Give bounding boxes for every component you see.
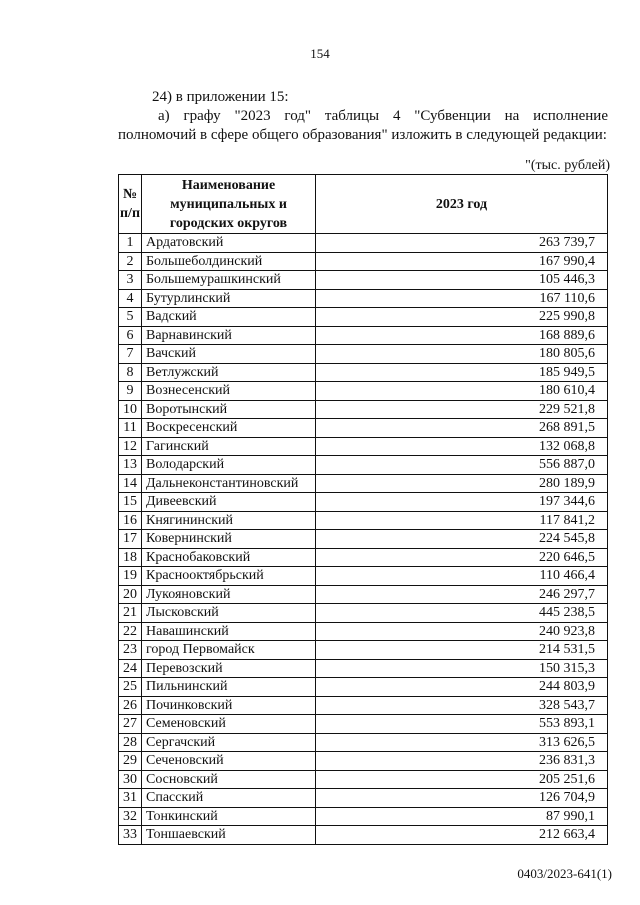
subvention-value: 224 545,8 bbox=[316, 530, 608, 549]
subvention-value: 280 189,9 bbox=[316, 474, 608, 493]
row-number: 5 bbox=[119, 308, 142, 327]
district-name: Володарский bbox=[142, 456, 316, 475]
district-name: город Первомайск bbox=[142, 641, 316, 660]
header-year: 2023 год bbox=[316, 175, 608, 234]
table-row bbox=[119, 696, 608, 715]
subvention-value: 117 841,2 bbox=[316, 511, 608, 530]
subvention-value: 185 949,5 bbox=[316, 363, 608, 382]
row-number: 25 bbox=[119, 678, 142, 697]
district-name: Вадский bbox=[142, 308, 316, 327]
row-number: 24 bbox=[119, 659, 142, 678]
table-row bbox=[119, 622, 608, 641]
table-row bbox=[119, 789, 608, 808]
subvention-value: 263 739,7 bbox=[316, 234, 608, 253]
district-name: Лысковский bbox=[142, 604, 316, 623]
district-name: Вачский bbox=[142, 345, 316, 364]
table-row bbox=[119, 548, 608, 567]
subvention-value: 268 891,5 bbox=[316, 419, 608, 438]
row-number: 28 bbox=[119, 733, 142, 752]
row-number: 33 bbox=[119, 826, 142, 845]
page-number: 154 bbox=[310, 46, 330, 61]
header-num: № п/п bbox=[119, 175, 142, 234]
district-name: Вознесенский bbox=[142, 382, 316, 401]
table-row bbox=[119, 419, 608, 438]
table-row bbox=[119, 289, 608, 308]
subvention-value: 246 297,7 bbox=[316, 585, 608, 604]
table-row bbox=[119, 382, 608, 401]
subvention-value: 150 315,3 bbox=[316, 659, 608, 678]
row-number: 8 bbox=[119, 363, 142, 382]
subvention-value: 313 626,5 bbox=[316, 733, 608, 752]
table-row bbox=[119, 752, 608, 771]
row-number: 27 bbox=[119, 715, 142, 734]
subvention-value: 328 543,7 bbox=[316, 696, 608, 715]
subvention-value: 168 889,6 bbox=[316, 326, 608, 345]
district-name: Большемурашкинский bbox=[142, 271, 316, 290]
subvention-value: 553 893,1 bbox=[316, 715, 608, 734]
district-name: Ардатовский bbox=[142, 234, 316, 253]
district-name: Варнавинский bbox=[142, 326, 316, 345]
row-number: 26 bbox=[119, 696, 142, 715]
table-row bbox=[119, 474, 608, 493]
district-name: Сергачский bbox=[142, 733, 316, 752]
table-row bbox=[119, 511, 608, 530]
table-row bbox=[119, 733, 608, 752]
table-row bbox=[119, 567, 608, 586]
subvention-value: 197 344,6 bbox=[316, 493, 608, 512]
row-number: 2 bbox=[119, 252, 142, 271]
district-name: Перевозский bbox=[142, 659, 316, 678]
row-number: 4 bbox=[119, 289, 142, 308]
row-number: 18 bbox=[119, 548, 142, 567]
subvention-value: 556 887,0 bbox=[316, 456, 608, 475]
row-number: 29 bbox=[119, 752, 142, 771]
table-row bbox=[119, 363, 608, 382]
district-name: Краснобаковский bbox=[142, 548, 316, 567]
subvention-value: 87 990,1 bbox=[316, 807, 608, 826]
subvention-value: 214 531,5 bbox=[316, 641, 608, 660]
subvention-value: 180 610,4 bbox=[316, 382, 608, 401]
district-name: Краснооктябрьский bbox=[142, 567, 316, 586]
row-number: 13 bbox=[119, 456, 142, 475]
district-name: Спасский bbox=[142, 789, 316, 808]
subvention-value: 225 990,8 bbox=[316, 308, 608, 327]
subvention-value: 212 663,4 bbox=[316, 826, 608, 845]
document-code: 0403/2023-641(1) bbox=[517, 866, 612, 881]
district-name: Семеновский bbox=[142, 715, 316, 734]
district-name: Ковернинский bbox=[142, 530, 316, 549]
subvention-value: 132 068,8 bbox=[316, 437, 608, 456]
table-row bbox=[119, 659, 608, 678]
district-name: Тоншаевский bbox=[142, 826, 316, 845]
table-row bbox=[119, 493, 608, 512]
district-name: Княгининский bbox=[142, 511, 316, 530]
table-row bbox=[119, 234, 608, 253]
row-number: 9 bbox=[119, 382, 142, 401]
subvention-value: 205 251,6 bbox=[316, 770, 608, 789]
table-row bbox=[119, 678, 608, 697]
table-row bbox=[119, 437, 608, 456]
subvention-value: 167 110,6 bbox=[316, 289, 608, 308]
subvention-value: 240 923,8 bbox=[316, 622, 608, 641]
header-name: Наименование муниципальных и городских округов bbox=[142, 175, 316, 234]
table-row bbox=[119, 252, 608, 271]
district-name: Сеченовский bbox=[142, 752, 316, 771]
table-row bbox=[119, 604, 608, 623]
row-number: 20 bbox=[119, 585, 142, 604]
district-name: Гагинский bbox=[142, 437, 316, 456]
table-row bbox=[119, 308, 608, 327]
district-name: Бутурлинский bbox=[142, 289, 316, 308]
district-name: Тонкинский bbox=[142, 807, 316, 826]
district-name: Воротынский bbox=[142, 400, 316, 419]
table-row bbox=[119, 770, 608, 789]
district-name: Навашинский bbox=[142, 622, 316, 641]
row-number: 7 bbox=[119, 345, 142, 364]
district-name: Пильнинский bbox=[142, 678, 316, 697]
row-number: 1 bbox=[119, 234, 142, 253]
row-number: 22 bbox=[119, 622, 142, 641]
district-name: Починковский bbox=[142, 696, 316, 715]
table-row bbox=[119, 345, 608, 364]
district-name: Ветлужский bbox=[142, 363, 316, 382]
row-number: 23 bbox=[119, 641, 142, 660]
subvention-value: 110 466,4 bbox=[316, 567, 608, 586]
row-number: 14 bbox=[119, 474, 142, 493]
subvention-table bbox=[118, 174, 608, 845]
table-row bbox=[119, 530, 608, 549]
subvention-value: 126 704,9 bbox=[316, 789, 608, 808]
subvention-value: 220 646,5 bbox=[316, 548, 608, 567]
row-number: 16 bbox=[119, 511, 142, 530]
table-row bbox=[119, 715, 608, 734]
table-row bbox=[119, 826, 608, 845]
district-name: Дальнеконстантиновский bbox=[142, 474, 316, 493]
subvention-value: 445 238,5 bbox=[316, 604, 608, 623]
district-name: Лукояновский bbox=[142, 585, 316, 604]
row-number: 31 bbox=[119, 789, 142, 808]
row-number: 15 bbox=[119, 493, 142, 512]
amendment-text: а) графу "2023 год" таблицы 4 "Субвенции на исполнение полномочий в сфере общего образования" изложить в следующей редакции: bbox=[118, 108, 608, 143]
subvention-value: 229 521,8 bbox=[316, 400, 608, 419]
subvention-value: 105 446,3 bbox=[316, 271, 608, 290]
units-label: "(тыс. рублей) bbox=[525, 158, 610, 173]
district-name: Большеболдинский bbox=[142, 252, 316, 271]
table-row bbox=[119, 400, 608, 419]
row-number: 19 bbox=[119, 567, 142, 586]
amendment-item: 24) в приложении 15: bbox=[152, 89, 289, 105]
row-number: 6 bbox=[119, 326, 142, 345]
subvention-value: 236 831,3 bbox=[316, 752, 608, 771]
row-number: 32 bbox=[119, 807, 142, 826]
row-number: 17 bbox=[119, 530, 142, 549]
table-row bbox=[119, 807, 608, 826]
row-number: 30 bbox=[119, 770, 142, 789]
table-row bbox=[119, 326, 608, 345]
row-number: 10 bbox=[119, 400, 142, 419]
table-row bbox=[119, 641, 608, 660]
subvention-value: 167 990,4 bbox=[316, 252, 608, 271]
district-name: Сосновский bbox=[142, 770, 316, 789]
row-number: 12 bbox=[119, 437, 142, 456]
district-name: Дивеевский bbox=[142, 493, 316, 512]
row-number: 3 bbox=[119, 271, 142, 290]
table-body bbox=[119, 234, 608, 845]
row-number: 11 bbox=[119, 419, 142, 438]
table-row bbox=[119, 456, 608, 475]
table-header-row bbox=[119, 175, 608, 234]
subvention-value: 244 803,9 bbox=[316, 678, 608, 697]
district-name: Воскресенский bbox=[142, 419, 316, 438]
table-row bbox=[119, 585, 608, 604]
row-number: 21 bbox=[119, 604, 142, 623]
subvention-value: 180 805,6 bbox=[316, 345, 608, 364]
table-row bbox=[119, 271, 608, 290]
